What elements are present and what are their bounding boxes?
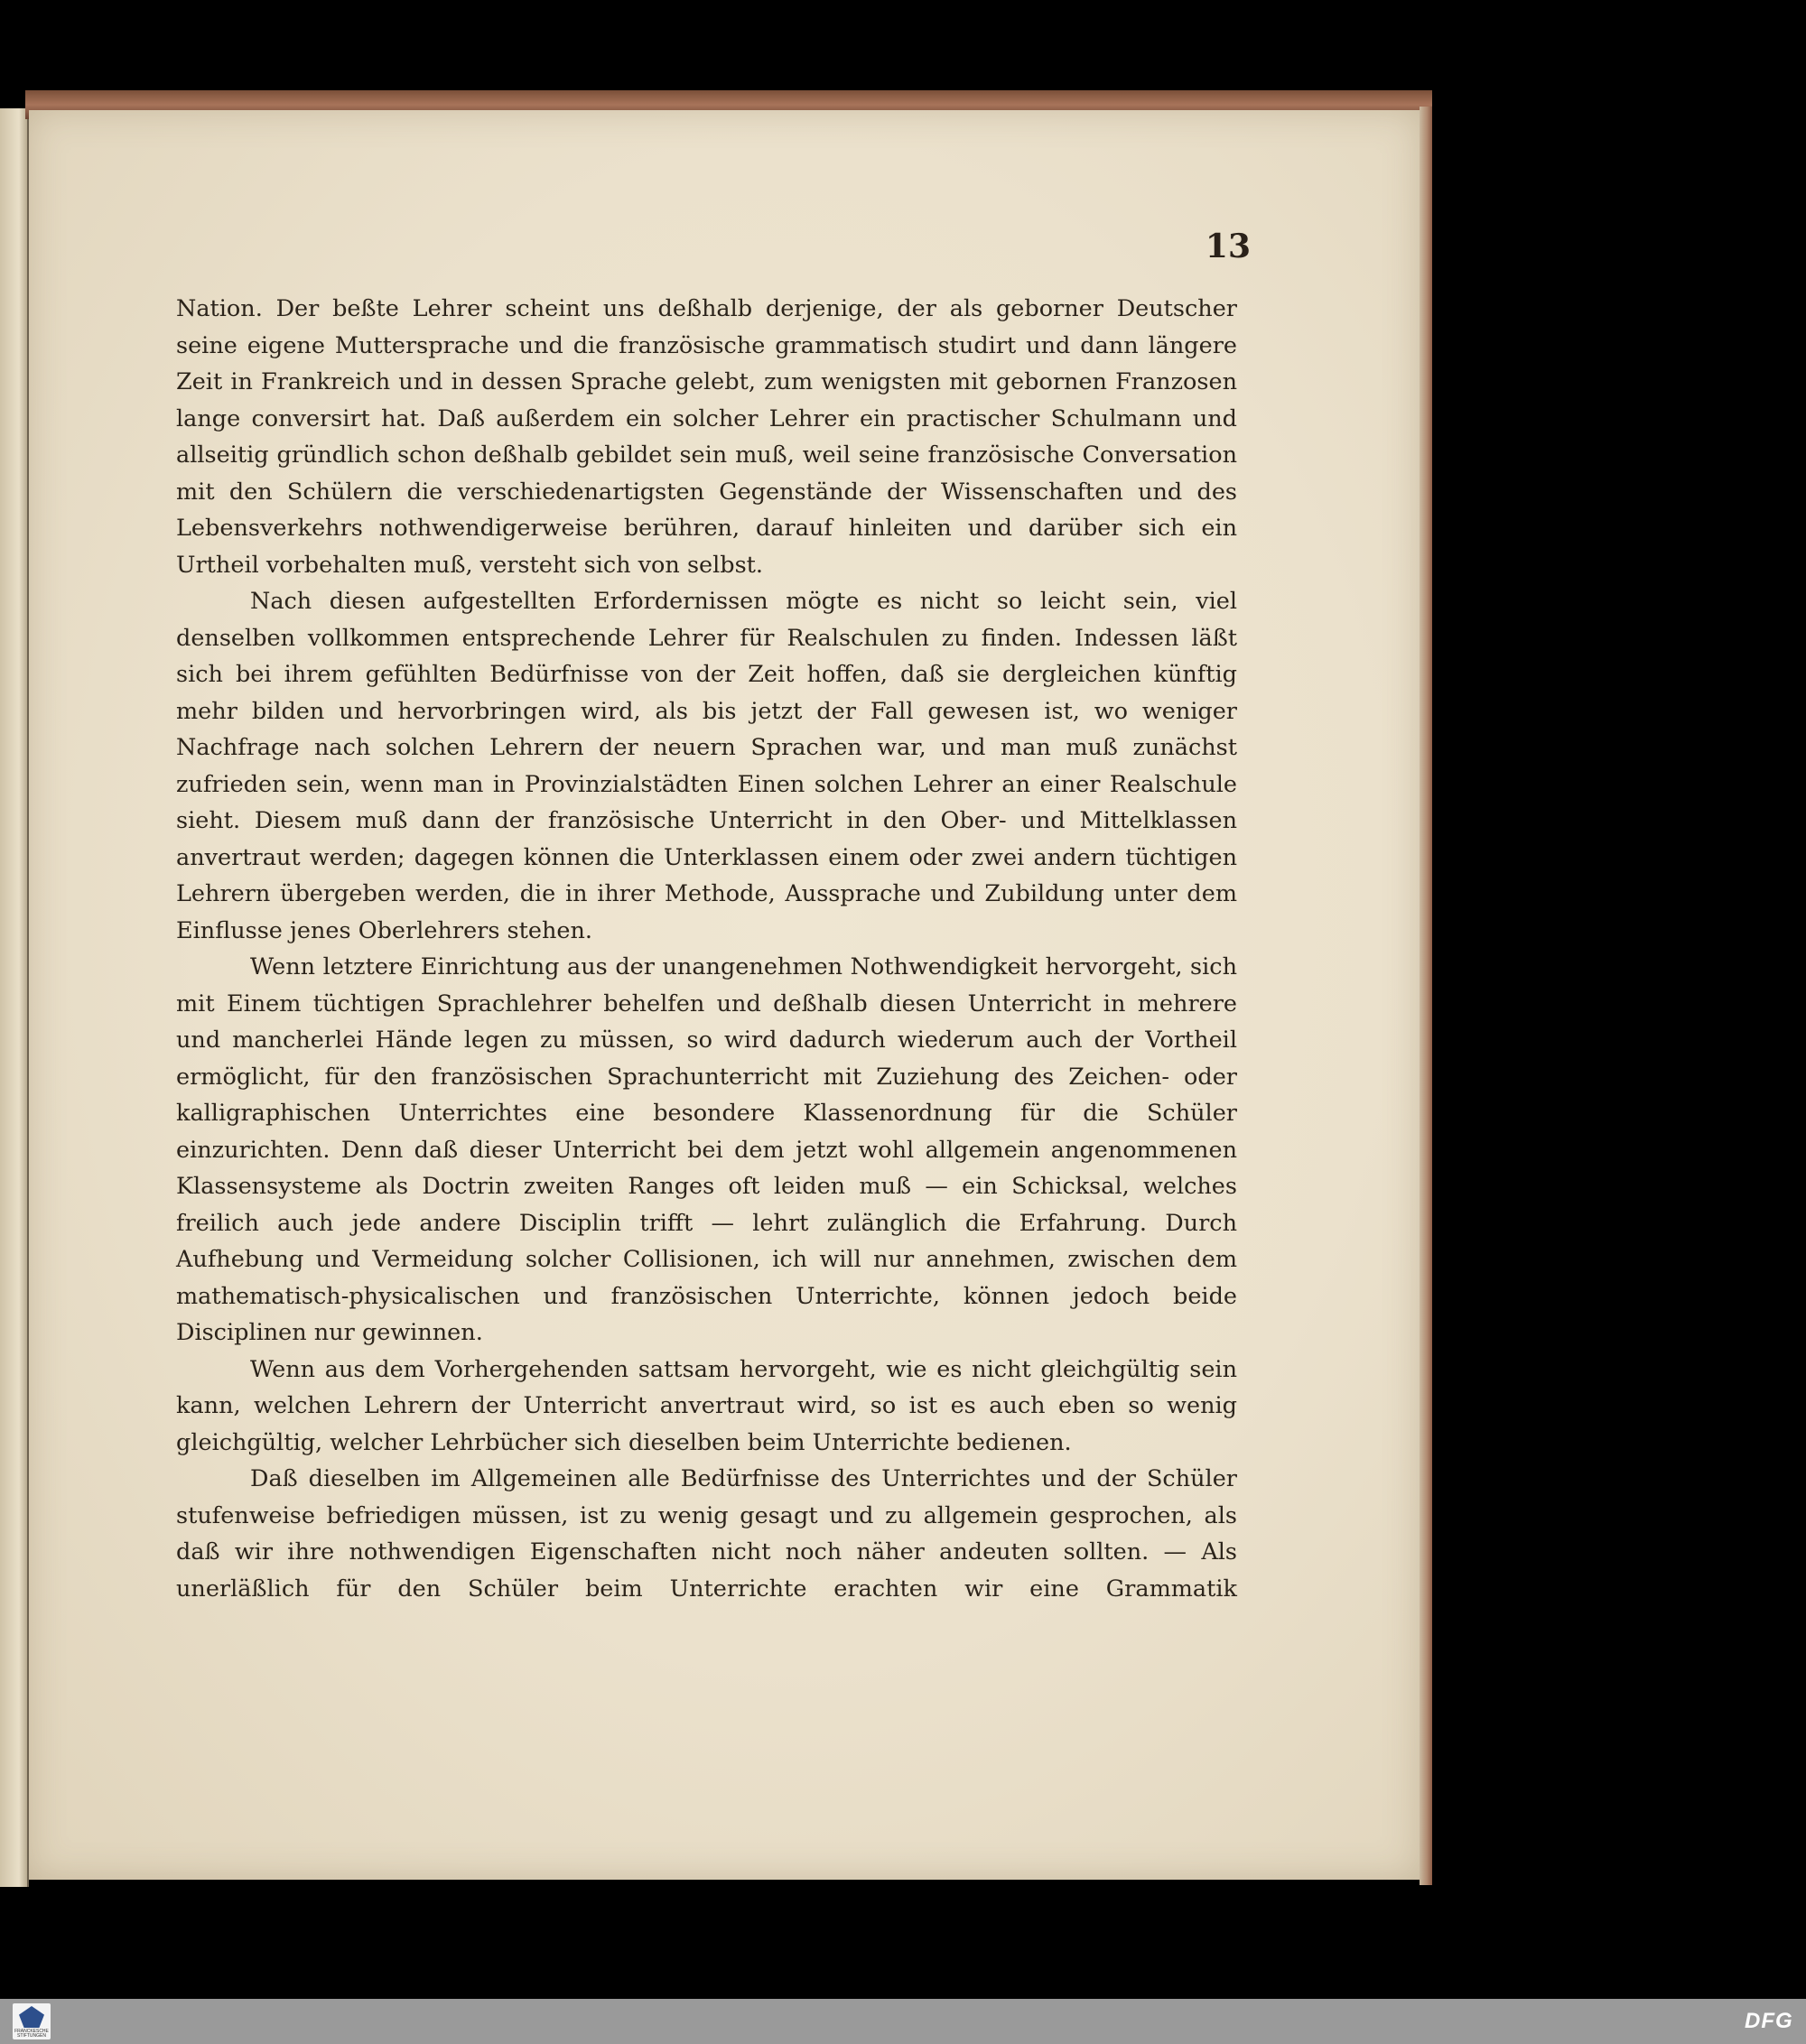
- body-text: [176, 291, 1237, 1607]
- page-number: 13: [1205, 228, 1251, 265]
- dfg-logo[interactable]: DFG: [1745, 2009, 1793, 2033]
- paragraph-3: Wenn letztere Einrichtung aus der unangenehmen Nothwendigkeit hervorgeht, sich mit Einem tüchtigen Sprachlehrer behelfen und deßhalb diesen Unterricht in mehrere und mancherlei Hände legen zu müssen, so wird dadurch wiederum auch der Vortheil ermöglicht, für den französischen Sprachunterricht mit Zuziehung des Zeichen- oder kalligraphischen Unterrichtes eine besondere Klassenordnung für die Schüler einzurichten. Denn daß dieser Unterricht bei dem jetzt wohl allgemein angenommenen Klassensysteme als Doctrin zweiten Ranges oft leiden muß — ein Schicksal, welches freilich auch jede andere Disciplin trifft — lehrt zulänglich die Erfahrung. Durch Aufhebung und Vermeidung solcher Collisionen, ich will nur annehmen, zwischen dem mathematisch-physicalischen und französischen Unterrichte, können jedoch beide Disciplinen nur gewinnen.: [176, 953, 1237, 1346]
- paragraph-4: Wenn aus dem Vorhergehenden sattsam hervorgeht, wie es nicht gleichgültig sein kann, welchen Lehrern der Unterricht anvertraut wird, so ist es auch eben so wenig gleichgültig, welcher Lehrbücher sich dieselben beim Unterrichte bedienen.: [176, 1355, 1237, 1456]
- paragraph-5: Daß dieselben im Allgemeinen alle Bedürfnisse des Unterrichtes und der Schüler stufenweise befriedigen müssen, ist zu wenig gesagt und zu allgemein gesprochen, als daß wir ihre nothwendigen Eigenschaften nicht noch näher andeuten sollten. — Als unerläßlich für den Schüler beim Unterrichte erachten wir eine Grammatik: [176, 1465, 1237, 1603]
- left-page-edge: [0, 108, 29, 1887]
- paragraph-2: Nach diesen aufgestellten Erfordernissen mögte es nicht so leicht sein, viel denselben vollkommen entsprechende Lehrer für Realschulen zu finden. Indessen läßt sich bei ihrem gefühlten Bedürfnisse von der Zeit hoffen, daß sie dergleichen künftig mehr bilden und hervorbringen wird, als bis jetzt der Fall gewesen ist, wo weniger Nachfrage nach solchen Lehrern der neuern Sprachen war, und man muß zunächst zufrieden sein, wenn man in Provinzialstädten Einen solchen Lehrer an einer Realschule sieht. Diesem muß dann der französische Unterricht in den Ober- und Mittelklassen anvertraut werden; dagegen können die Unterklassen einem oder zwei andern tüchtigen Lehrern übergeben werden, die in ihrer Methode, Aussprache und Zubildung unter dem Einflusse jenes Oberlehrers stehen.: [176, 588, 1237, 944]
- institution-logo-text: FRANCKESCHE STIFTUNGEN: [14, 2029, 49, 2039]
- viewer-footer-bar: [0, 1999, 1806, 2044]
- paragraph-1: Nation. Der beßte Lehrer scheint uns deßhalb derjenige, der als geborner Deutscher seine eigene Muttersprache und die französische grammatisch studirt und dann längere Zeit in Frankreich und in dessen Sprache gelebt, zum wenigsten mit gebornen Franzosen lange conversirt hat. Daß außerdem ein solcher Lehrer ein practischer Schulmann und allseitig gründlich schon deßhalb gebildet sein muß, weil seine französische Conversation mit den Schülern die verschiedenartigsten Gegenstände der Wissenschaften und des Lebensverkehrs nothwendigerweise berühren, darauf hinleiten und darüber sich ein Urtheil vorbehalten muß, versteht sich von selbst.: [176, 295, 1237, 579]
- right-page-edge: [1420, 107, 1432, 1885]
